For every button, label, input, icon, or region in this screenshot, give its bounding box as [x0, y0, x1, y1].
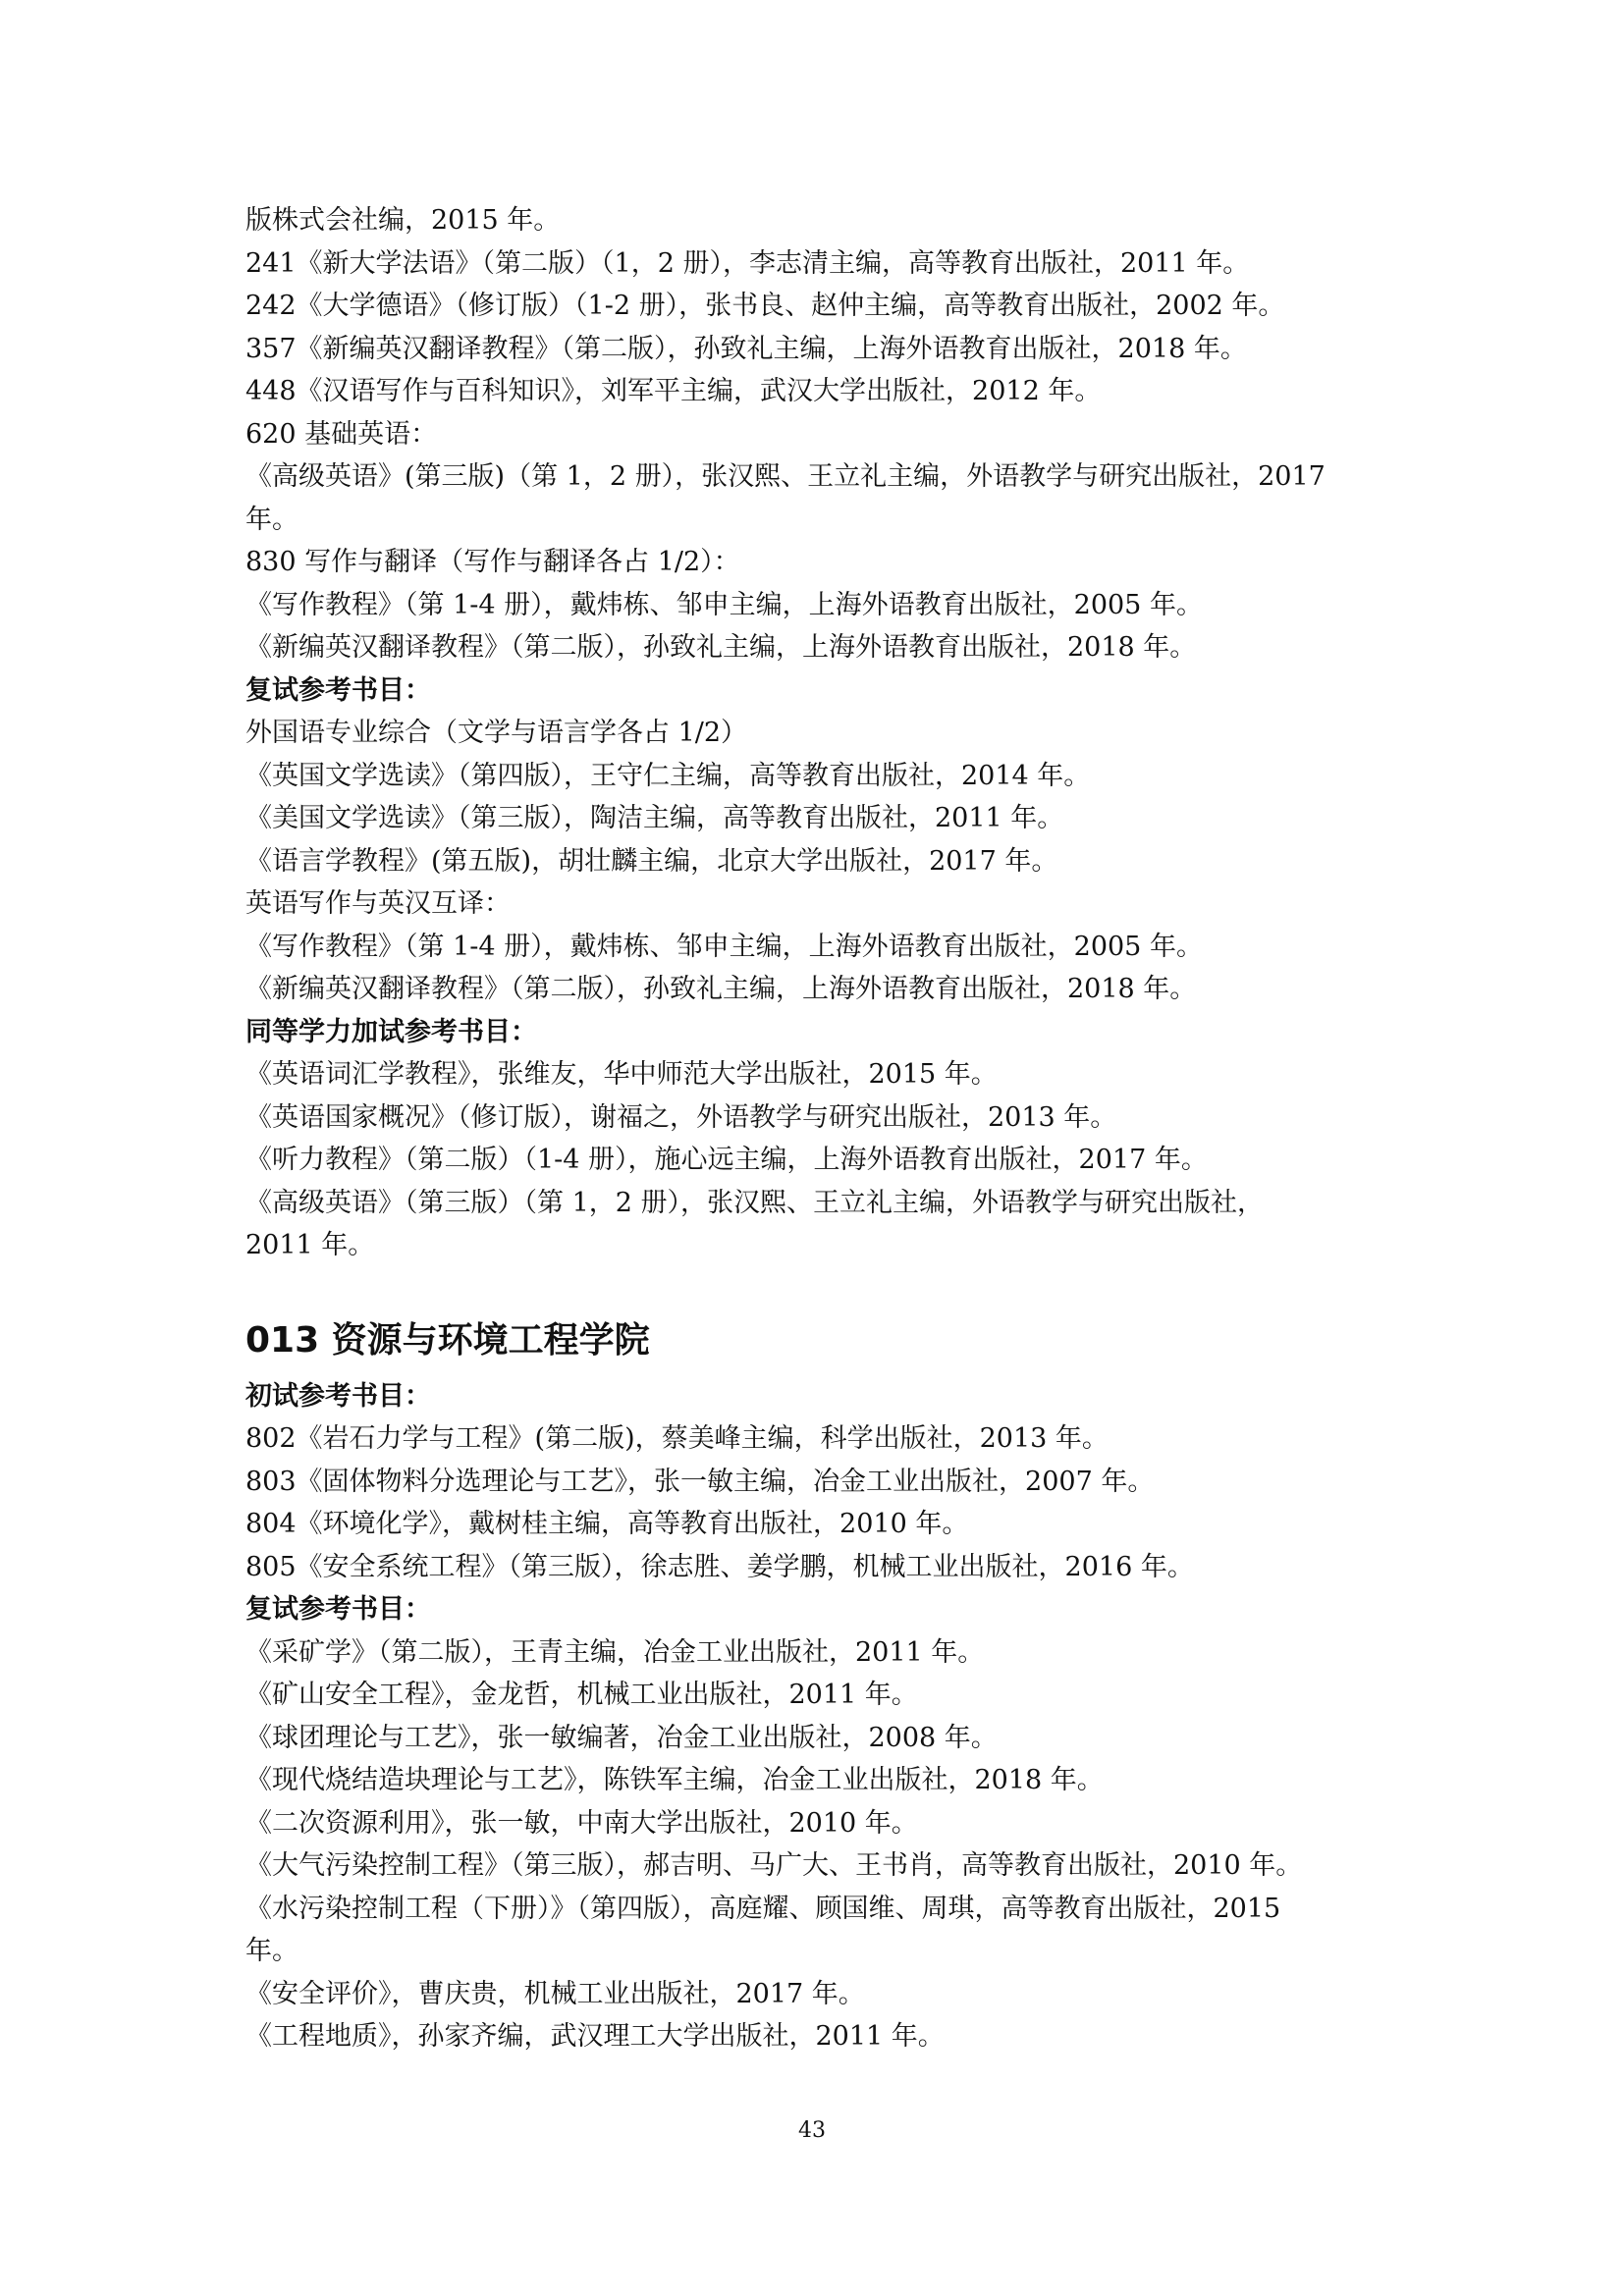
text-line: 《英语国家概况》（修订版），谢福之，外语教学与研究出版社，2013 年。 — [245, 1101, 1117, 1133]
text-line: 《安全评价》，曹庆贵，机械工业出版社，2017 年。 — [245, 1978, 865, 2009]
text-line: 805《安全系统工程》（第三版），徐志胜、姜学鹏，机械工业出版社，2016 年。 — [245, 1551, 1194, 1582]
text-line: 外国语专业综合（文学与语言学各占 1/2） — [245, 718, 748, 748]
page-number: 43 — [798, 2118, 826, 2143]
text-line: 《高级英语》（第三版）（第 1，2 册），张汉熙、王立礼主编，外语教学与研究出版社， — [245, 1187, 1265, 1218]
text-line: 英语写作与英汉互译： — [245, 888, 511, 919]
text-line: 《工程地质》，孙家齐编，武汉理工大学出版社，2011 年。 — [245, 2021, 945, 2052]
text-line: 《水污染控制工程（下册）》（第四版），高庭耀、顾国维、周琪，高等教育出版社，2015 — [245, 1893, 1281, 1924]
document-page — [245, 199, 1404, 2058]
equivalent-heading: 同等学力加试参考书目： — [245, 1016, 537, 1047]
text-line: 《美国文学选读》（第三版），陶洁主编，高等教育出版社，2011 年。 — [245, 803, 1064, 833]
text-line: 620 基础英语： — [245, 418, 438, 450]
initial-heading: 初试参考书目： — [245, 1380, 431, 1412]
section-foreign-languages — [245, 199, 1404, 1267]
text-line: 802《岩石力学与工程》(第二版)，蔡美峰主编，科学出版社，2013 年。 — [245, 1423, 1109, 1454]
text-line: 448《汉语写作与百科知识》，刘军平主编，武汉大学出版社，2012 年。 — [245, 376, 1102, 406]
text-line: 357《新编英汉翻译教程》（第二版），孙致礼主编，上海外语教育出版社，2018 年。 — [245, 333, 1247, 364]
section-title: 013 资源与环境工程学院 — [245, 1319, 650, 1361]
text-line: 《大气污染控制工程》（第三版），郝吉明、马广大、王书肖，高等教育出版社，2010 年。 — [245, 1850, 1303, 1881]
text-line: 《球团理论与工艺》，张一敏编著，冶金工业出版社，2008 年。 — [245, 1722, 998, 1753]
text-line: 241《新大学法语》（第二版）（1，2 册），李志清主编，高等教育出版社，2011 年。 — [245, 247, 1250, 279]
text-line: 《新编英汉翻译教程》（第二版），孙致礼主编，上海外语教育出版社，2018 年。 — [245, 632, 1197, 663]
section-resources-environment — [245, 1316, 1404, 2058]
text-line: 《英语词汇学教程》，张维友，华中师范大学出版社，2015 年。 — [245, 1059, 998, 1090]
text-line: 《听力教程》（第二版）（1-4 册），施心远主编，上海外语教育出版社，2017 年。 — [245, 1145, 1208, 1175]
text-line: 版株式会社编，2015 年。 — [245, 205, 561, 236]
text-line: 《现代烧结造块理论与工艺》，陈铁军主编，冶金工业出版社，2018 年。 — [245, 1765, 1104, 1795]
text-line: 《英国文学选读》（第四版），王守仁主编，高等教育出版社，2014 年。 — [245, 760, 1091, 791]
text-line: 《语言学教程》(第五版)，胡壮麟主编，北京大学出版社，2017 年。 — [245, 845, 1058, 877]
text-line: 《新编英汉翻译教程》（第二版），孙致礼主编，上海外语教育出版社，2018 年。 — [245, 974, 1197, 1004]
retest-heading: 复试参考书目： — [245, 1594, 431, 1625]
text-line: 830 写作与翻译（写作与翻译各占 1/2）： — [245, 547, 740, 577]
text-line: 804《环境化学》，戴树桂主编，高等教育出版社，2010 年。 — [245, 1509, 969, 1539]
retest-heading: 复试参考书目： — [245, 674, 431, 706]
text-line: 803《固体物料分选理论与工艺》，张一敏主编，冶金工业出版社，2007 年。 — [245, 1466, 1155, 1497]
text-line: 2011 年。 — [245, 1230, 375, 1260]
text-line: 《矿山安全工程》，金龙哲，机械工业出版社，2011 年。 — [245, 1680, 918, 1710]
text-line: 242《大学德语》（修订版）（1-2 册），张书良、赵仲主编，高等教育出版社，2002 年。 — [245, 291, 1285, 321]
text-line: 《高级英语》(第三版)（第 1，2 册），张汉熙、王立礼主编，外语教学与研究出版社，2017 — [245, 461, 1326, 492]
text-line: 年。 — [245, 1936, 298, 1966]
text-line: 《写作教程》（第 1-4 册），戴炜栋、邹申主编，上海外语教育出版社，2005 年。 — [245, 931, 1203, 962]
text-line: 《采矿学》（第二版），王青主编，冶金工业出版社，2011 年。 — [245, 1636, 985, 1668]
text-line: 年。 — [245, 504, 298, 535]
text-line: 《写作教程》（第 1-4 册），戴炜栋、邹申主编，上海外语教育出版社，2005 年。 — [245, 589, 1203, 620]
text-line: 《二次资源利用》，张一敏，中南大学出版社，2010 年。 — [245, 1807, 918, 1839]
